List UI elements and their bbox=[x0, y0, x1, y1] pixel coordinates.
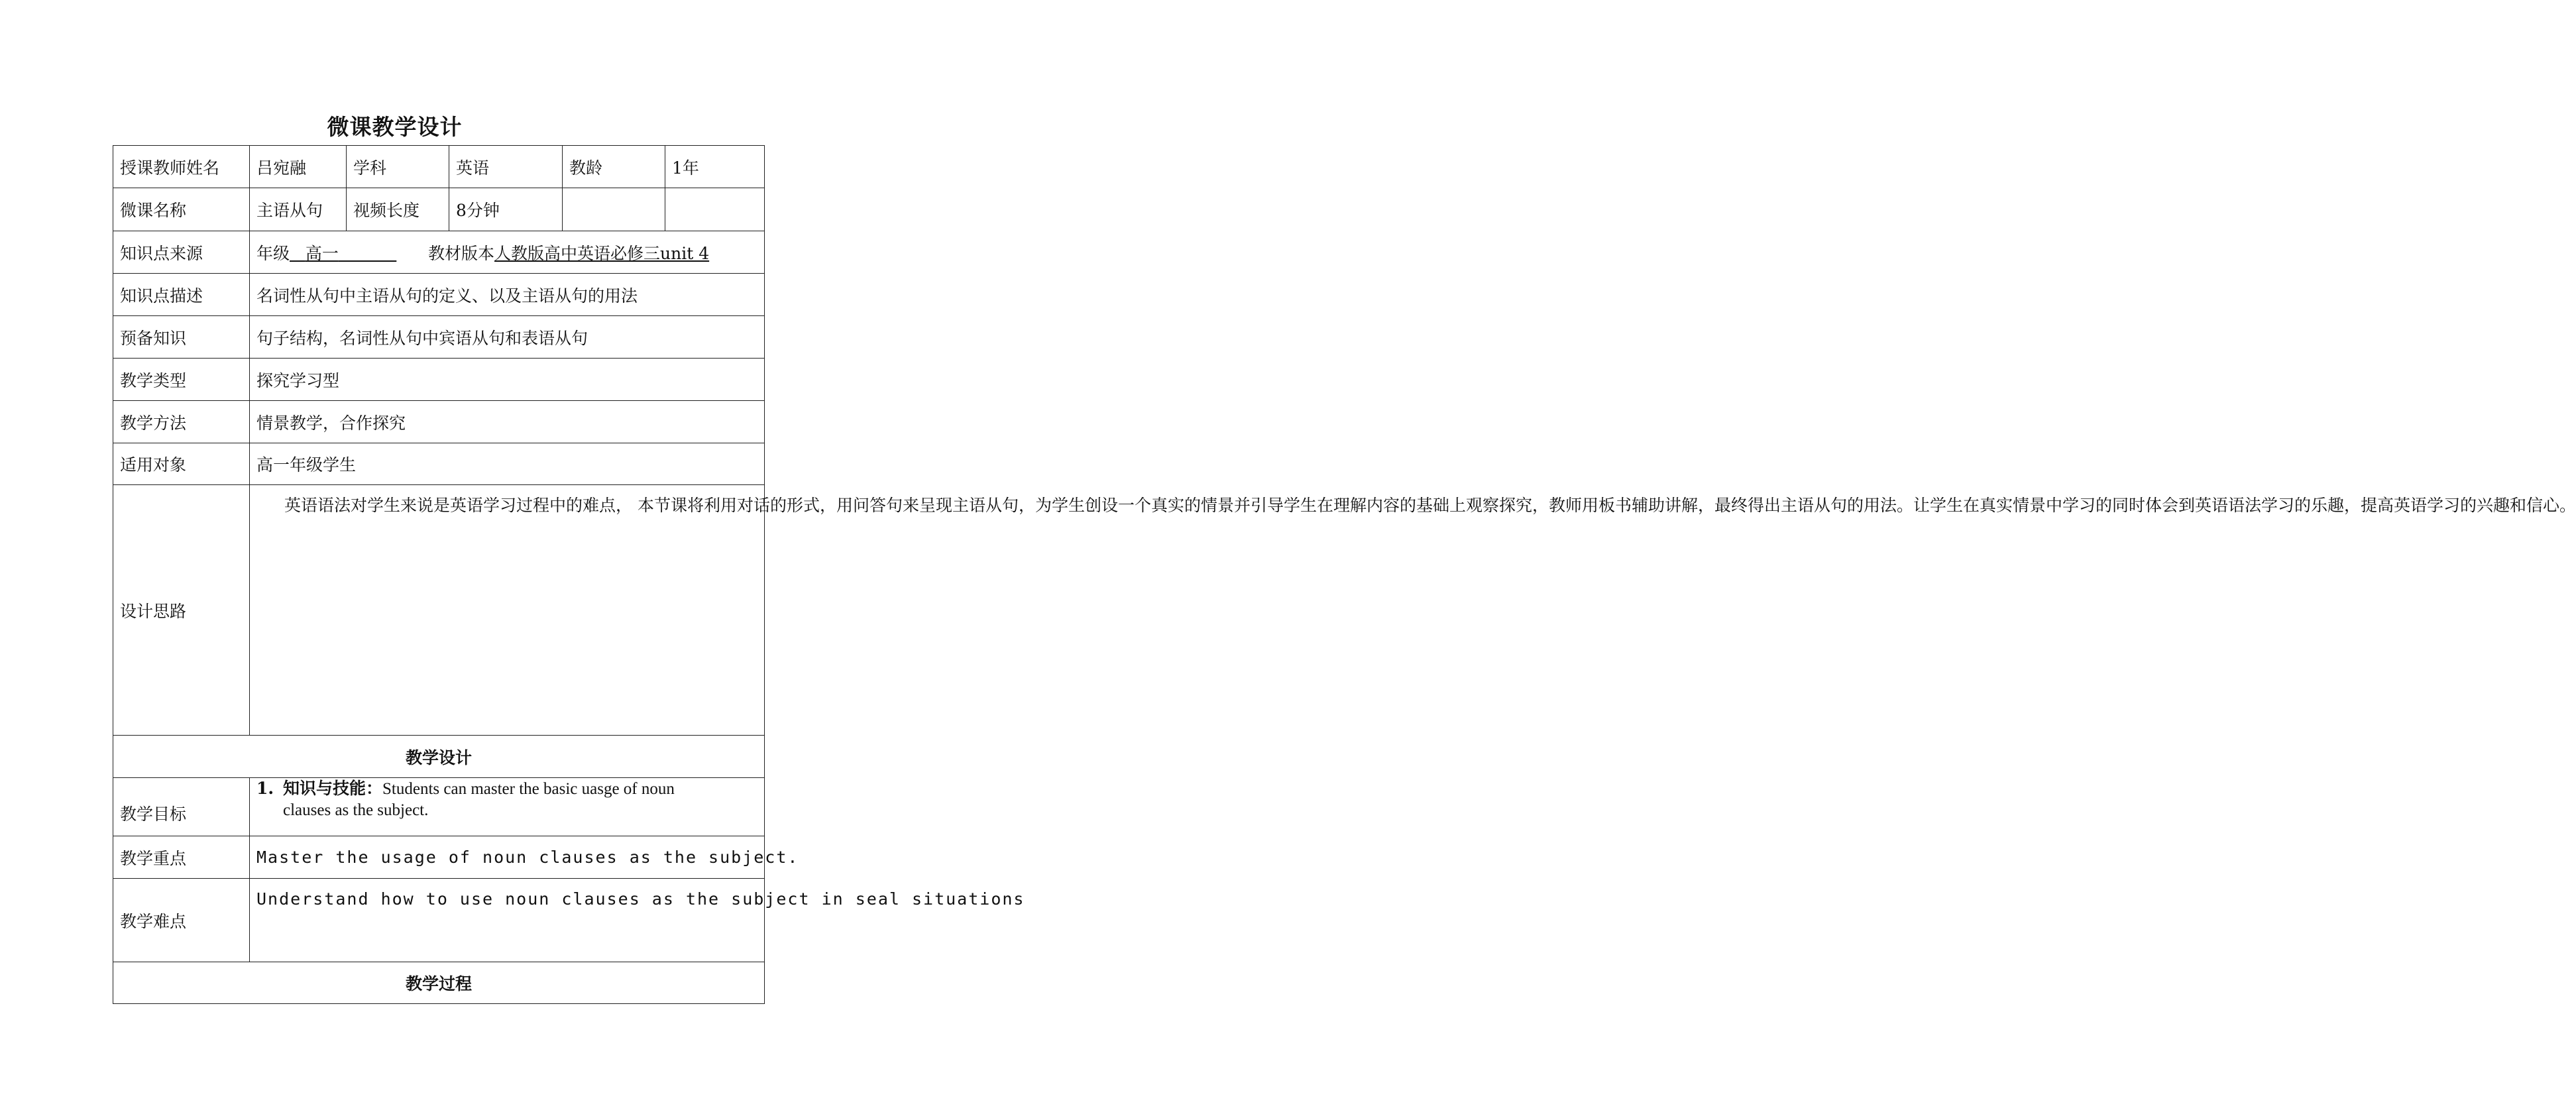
difficulty-value: Understand how to use noun clauses as the subject in seal situations bbox=[250, 879, 765, 962]
table-row bbox=[113, 778, 765, 836]
lesson-value: 主语从句 bbox=[250, 188, 347, 231]
textbook-label: 教材版本 bbox=[427, 243, 494, 263]
teacher-value: 吕宛融 bbox=[250, 146, 347, 188]
empty-cell bbox=[563, 188, 665, 231]
table-row bbox=[113, 146, 765, 188]
table-row bbox=[113, 231, 765, 274]
desc-label: 知识点描述 bbox=[113, 274, 250, 316]
table-row bbox=[113, 443, 765, 485]
years-value: 1年 bbox=[665, 146, 765, 188]
source-value bbox=[250, 231, 765, 274]
design-value: 英语语法对学生来说是英语学习过程中的难点， 本节课将利用对话的形式，用问答句来呈现主语从句，为学生创设一个真实的情景并引导学生在理解内容的基础上观察探究，教师用板书辅助讲解，最终得出主语从句的用法。让学生在真实情景中学习的同时体会到英语语法学习的乐趣，提高英语学习的兴趣和信心。 bbox=[250, 485, 765, 736]
subject-value: 英语 bbox=[449, 146, 563, 188]
table-row bbox=[113, 401, 765, 443]
table-row bbox=[113, 274, 765, 316]
length-label: 视频长度 bbox=[347, 188, 449, 231]
grade-label: 年级 bbox=[256, 243, 290, 263]
table-row bbox=[113, 736, 765, 778]
years-label: 教龄 bbox=[563, 146, 665, 188]
objective-text: Students can master the basic uasge of noun bbox=[382, 780, 675, 798]
method-label: 教学方法 bbox=[113, 401, 250, 443]
type-value: 探究学习型 bbox=[250, 359, 765, 401]
table-row bbox=[113, 188, 765, 231]
lesson-design-table bbox=[113, 145, 2576, 1004]
table-row bbox=[113, 359, 765, 401]
key-point-value: Master the usage of noun clauses as the subject. bbox=[250, 836, 765, 879]
length-value: 8分钟 bbox=[449, 188, 563, 231]
table-row bbox=[113, 879, 765, 962]
type-label: 教学类型 bbox=[113, 359, 250, 401]
section-heading-design: 教学设计 bbox=[113, 736, 765, 778]
objective-text-cont: clauses as the subject. bbox=[283, 801, 429, 819]
objective-heading: 知识与技能： bbox=[283, 779, 383, 798]
objective-line bbox=[256, 778, 757, 800]
objective-value bbox=[250, 778, 765, 836]
audience-label: 适用对象 bbox=[113, 443, 250, 485]
source-label: 知识点来源 bbox=[113, 231, 250, 274]
prereq-value: 句子结构，名词性从句中宾语从句和表语从句 bbox=[250, 316, 765, 359]
objective-label: 教学目标 bbox=[113, 778, 250, 836]
table-row bbox=[113, 485, 765, 736]
audience-value: 高一年级学生 bbox=[250, 443, 765, 485]
empty-cell bbox=[665, 188, 765, 231]
textbook-value: 人教版高中英语必修三unit 4 bbox=[494, 243, 710, 263]
table-row bbox=[113, 316, 765, 359]
difficulty-label: 教学难点 bbox=[113, 879, 250, 962]
key-point-label: 教学重点 bbox=[113, 836, 250, 879]
table-row bbox=[113, 836, 765, 879]
lesson-label: 微课名称 bbox=[113, 188, 250, 231]
section-heading-process: 教学过程 bbox=[113, 962, 765, 1004]
prereq-label: 预备知识 bbox=[113, 316, 250, 359]
desc-value: 名词性从句中主语从句的定义、以及主语从句的用法 bbox=[250, 274, 765, 316]
document-title: 微课教学设计 bbox=[327, 114, 463, 140]
objective-number: 1. bbox=[256, 779, 274, 798]
teacher-label: 授课教师姓名 bbox=[113, 146, 250, 188]
grade-value: 高一 bbox=[305, 243, 339, 263]
table-row bbox=[113, 962, 765, 1004]
subject-label: 学科 bbox=[347, 146, 449, 188]
method-value: 情景教学，合作探究 bbox=[250, 401, 765, 443]
design-label: 设计思路 bbox=[113, 485, 250, 736]
